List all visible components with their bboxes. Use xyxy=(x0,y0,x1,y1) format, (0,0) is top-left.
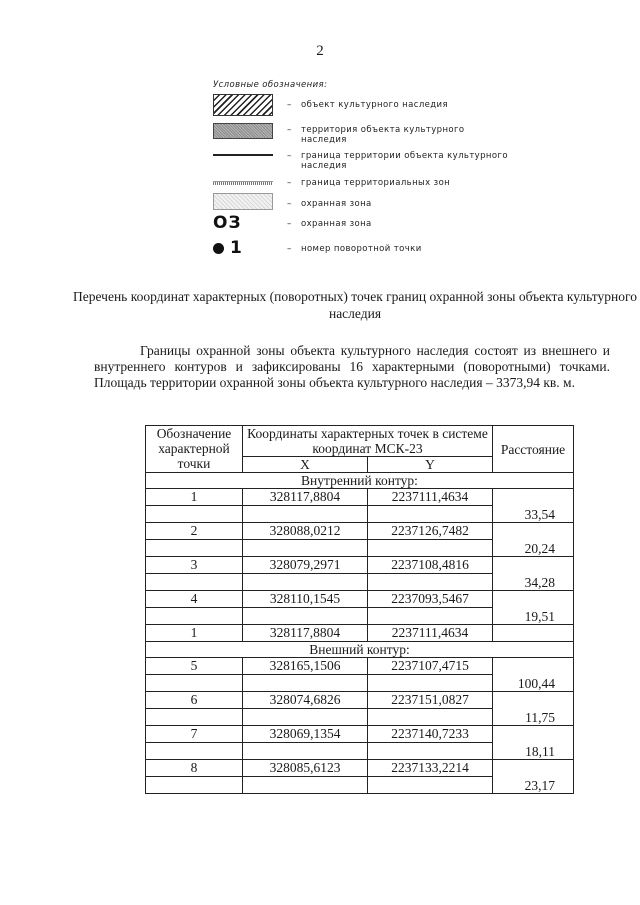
empty-cell xyxy=(368,506,493,523)
legend-title: Условные обозначения: xyxy=(213,80,328,90)
point-cell: 4 xyxy=(146,591,243,608)
distance-spacer xyxy=(493,692,574,709)
header-distance: Расстояние xyxy=(493,426,574,473)
point-cell: 2 xyxy=(146,523,243,540)
section-row-inner xyxy=(146,473,574,489)
distance-spacer xyxy=(493,658,574,675)
y-cell: 2237093,5467 xyxy=(368,591,493,608)
empty-cell xyxy=(146,743,243,760)
empty-cell xyxy=(243,506,368,523)
empty-cell xyxy=(146,675,243,692)
table-row-distance xyxy=(146,777,574,794)
light-fill-symbol-icon xyxy=(213,193,273,210)
empty-cell xyxy=(146,709,243,726)
x-cell: 328085,6123 xyxy=(243,760,368,777)
section-row-outer xyxy=(146,642,574,658)
empty-cell xyxy=(368,675,493,692)
paragraph-text: Границы охранной зоны объекта культурного наследия состоят из внешнего и внутреннего контуров и зафиксированы 16 характерными (поворотными) точками. Площадь территории охранной зоны объекта культурного наследия – 3373,94 кв. м. xyxy=(94,343,610,390)
legend-text: объект культурного наследия xyxy=(301,100,448,110)
header-y: Y xyxy=(368,457,493,473)
x-cell: 328110,1545 xyxy=(243,591,368,608)
grey-fill-symbol-icon xyxy=(213,123,273,139)
y-cell: 2237111,4634 xyxy=(368,489,493,506)
empty-cell xyxy=(243,540,368,557)
legend-dash: – xyxy=(287,125,292,135)
table-row xyxy=(146,692,574,709)
x-cell: 328069,1354 xyxy=(243,726,368,743)
distance-cell: 23,17 xyxy=(493,777,574,794)
outer-contour-rows xyxy=(146,658,574,794)
body-paragraph xyxy=(94,343,610,391)
empty-cell xyxy=(146,608,243,625)
solid-line-symbol-icon xyxy=(213,154,273,156)
table-row xyxy=(146,489,574,506)
empty-cell xyxy=(368,574,493,591)
table-row-distance xyxy=(146,743,574,760)
table-row-distance xyxy=(146,709,574,726)
legend-dash: – xyxy=(287,244,292,254)
empty-cell xyxy=(368,777,493,794)
point-cell: 1 xyxy=(146,489,243,506)
table-row xyxy=(146,726,574,743)
point-cell: 5 xyxy=(146,658,243,675)
distance-cell: 34,28 xyxy=(493,574,574,591)
header-x: X xyxy=(243,457,368,473)
legend-text: территория объекта культурного наследия xyxy=(301,125,465,145)
outer-contour-label: Внешний контур: xyxy=(146,642,574,658)
y-cell: 2237133,2214 xyxy=(368,760,493,777)
table-header-row xyxy=(146,426,574,457)
point-cell: 7 xyxy=(146,726,243,743)
distance-cell: 18,11 xyxy=(493,743,574,760)
empty-cell xyxy=(368,743,493,760)
legend-text: охранная зона xyxy=(301,219,372,229)
header-coords: Координаты характерных точек в системе координат МСК-23 xyxy=(243,426,493,457)
point-dot-icon xyxy=(213,243,224,254)
table-row xyxy=(146,591,574,608)
legend-dash: – xyxy=(287,100,292,110)
legend-dash: – xyxy=(287,219,292,229)
legend-text: номер поворотной точки xyxy=(301,244,422,254)
section-heading: Перечень координат характерных (поворотных) точек границ охранной зоны объекта культурного наследия xyxy=(73,289,637,321)
y-cell: 2237107,4715 xyxy=(368,658,493,675)
empty-cell xyxy=(368,608,493,625)
table-row xyxy=(146,760,574,777)
point-cell: 8 xyxy=(146,760,243,777)
hatch-symbol-icon xyxy=(213,94,273,116)
empty-cell xyxy=(243,675,368,692)
table-row-distance xyxy=(146,574,574,591)
empty-cell xyxy=(368,540,493,557)
page-number: 2 xyxy=(316,43,324,59)
distance-cell: 100,44 xyxy=(493,675,574,692)
coordinates-table xyxy=(145,425,574,794)
distance-spacer xyxy=(493,557,574,574)
inner-contour-label: Внутренний контур: xyxy=(146,473,574,489)
point-cell: 6 xyxy=(146,692,243,709)
distance-cell: 20,24 xyxy=(493,540,574,557)
dotted-line-symbol-icon xyxy=(213,181,273,185)
y-cell: 2237126,7482 xyxy=(368,523,493,540)
empty-cell xyxy=(243,709,368,726)
point-cell: 1 xyxy=(146,625,243,642)
y-cell: 2237108,4816 xyxy=(368,557,493,574)
distance-spacer xyxy=(493,523,574,540)
table-row-distance xyxy=(146,540,574,557)
table-row xyxy=(146,557,574,574)
distance-spacer xyxy=(493,489,574,506)
empty-cell xyxy=(146,540,243,557)
empty-cell xyxy=(243,574,368,591)
inner-contour-rows xyxy=(146,489,574,642)
empty-cell xyxy=(146,574,243,591)
distance-cell: 19,51 xyxy=(493,608,574,625)
x-cell: 328117,8804 xyxy=(243,489,368,506)
table-row-distance xyxy=(146,506,574,523)
empty-cell xyxy=(243,743,368,760)
distance-cell: 11,75 xyxy=(493,709,574,726)
legend-text: граница территориальных зон xyxy=(301,178,451,188)
legend-text: граница территории объекта культурного наследия xyxy=(301,151,508,171)
table-row-distance xyxy=(146,675,574,692)
distance-spacer xyxy=(493,760,574,777)
table-row xyxy=(146,523,574,540)
x-cell: 328117,8804 xyxy=(243,625,368,642)
x-cell: 328079,2971 xyxy=(243,557,368,574)
empty-cell xyxy=(368,709,493,726)
distance-spacer xyxy=(493,591,574,608)
point-number-symbol: 1 xyxy=(230,238,243,258)
legend-dash: – xyxy=(287,178,292,188)
oz-symbol: ОЗ xyxy=(213,213,242,233)
legend-dash: – xyxy=(287,151,292,161)
empty-cell xyxy=(243,777,368,794)
table-row xyxy=(146,625,574,642)
x-cell: 328165,1506 xyxy=(243,658,368,675)
x-cell: 328088,0212 xyxy=(243,523,368,540)
distance-spacer xyxy=(493,726,574,743)
legend-text: охранная зона xyxy=(301,199,372,209)
y-cell: 2237151,0827 xyxy=(368,692,493,709)
empty-cell xyxy=(243,608,368,625)
table-row-distance xyxy=(146,608,574,625)
y-cell: 2237111,4634 xyxy=(368,625,493,642)
empty-cell xyxy=(146,506,243,523)
x-cell: 328074,6826 xyxy=(243,692,368,709)
distance-spacer xyxy=(493,625,574,642)
y-cell: 2237140,7233 xyxy=(368,726,493,743)
empty-cell xyxy=(146,777,243,794)
legend-dash: – xyxy=(287,199,292,209)
header-designation: Обозначение характерной точки xyxy=(146,426,243,473)
table-row xyxy=(146,658,574,675)
distance-cell: 33,54 xyxy=(493,506,574,523)
point-cell: 3 xyxy=(146,557,243,574)
